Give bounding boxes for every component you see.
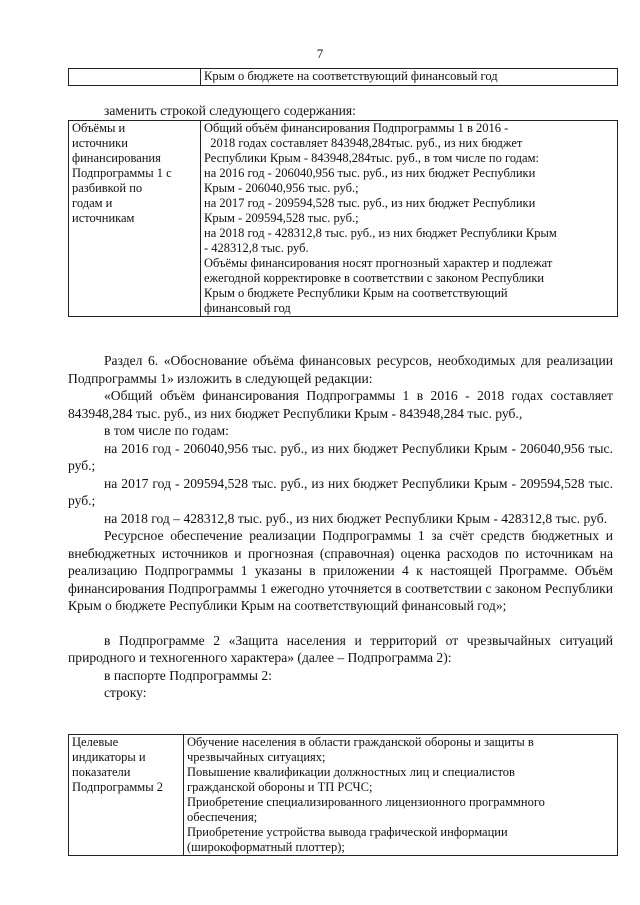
section-6-paragraph: Раздел 6. «Обоснование объёма финансовых ресурсов, необходимых для реализации Подпрограммы 1» изложить в следующей редакции:	[68, 353, 613, 386]
funding-left-line: финансирования	[72, 151, 161, 165]
by-years-paragraph: в том числе по годам:	[104, 423, 229, 438]
top-table	[68, 68, 618, 86]
funding-right-line: Крым - 209594,528 тыс. руб.;	[204, 211, 359, 225]
resource-provision-paragraph: Ресурсное обеспечение реализации Подпрограммы 1 за счёт средств бюджетных и внебюджетных источников и прогнозная (справочная) оценка расходов по источникам на реализацию Подпрограммы 1 указаны в приложении 4 к настоящей Программе. Объём финансирования Подпрограммы 1 ежегодно уточняется в соответствии с законом Республики Крым о бюджете Республики Крым на соответствующий финансовый год»;	[68, 528, 613, 613]
indicators-right-line: чрезвычайных ситуациях;	[187, 750, 326, 764]
top-table-left-cell	[69, 69, 201, 86]
indicators-left-line: Подпрограммы 2	[72, 780, 163, 794]
funding-right-line: Крым о бюджете Республики Крым на соответствующий	[204, 286, 508, 300]
funding-right-line: - 428312,8 тыс. руб.	[204, 241, 309, 255]
funding-right-line: финансовый год	[204, 301, 291, 315]
indicators-left-line: индикаторы и	[72, 750, 146, 764]
top-table-right-cell: Крым о бюджете на соответствующий финансовый год	[201, 69, 618, 86]
funding-left-line: разбивкой по	[72, 181, 143, 195]
funding-right-line: на 2018 год - 428312,8 тыс. руб., из них бюджет Республики Крым	[204, 226, 557, 240]
indicators-right-line: гражданской обороны и ТП РСЧС;	[187, 780, 373, 794]
funding-table-left-cell	[69, 121, 201, 317]
indicators-right-line: (широкоформатный плоттер);	[187, 840, 345, 854]
funding-right-line: на 2017 год - 209594,528 тыс. руб., из них бюджет Республики	[204, 196, 536, 210]
funding-left-line: источникам	[72, 211, 135, 225]
indicators-right-line: обеспечения;	[187, 810, 258, 824]
funding-right-line: Общий объём финансирования Подпрограммы 1 в 2016 -	[204, 121, 509, 135]
indicators-table-left-cell	[69, 735, 184, 856]
funding-table	[68, 120, 618, 317]
page-number: 7	[316, 46, 324, 61]
body-text	[68, 352, 613, 702]
row-label-paragraph: строку:	[104, 685, 147, 700]
funding-left-line: Подпрограммы 1 с	[72, 166, 172, 180]
indicators-right-line: Обучение населения в области гражданской обороны и защиты в	[187, 735, 534, 749]
funding-table-right-cell	[201, 121, 618, 317]
funding-left-line: Объёмы и	[72, 121, 126, 135]
funding-right-line: Республики Крым - 843948,284тыс. руб., в том числе по годам:	[204, 151, 539, 165]
funding-right-line: Крым - 206040,956 тыс. руб.;	[204, 181, 359, 195]
indicators-right-line: Приобретение специализированного лицензионного программного	[187, 795, 545, 809]
year-2017-paragraph: на 2017 год - 209594,528 тыс. руб., из них бюджет Республики Крым - 209594,528 тыс. руб.;	[68, 475, 613, 508]
funding-right-line: Объёмы финансирования носят прогнозный характер и подлежат	[204, 256, 553, 270]
indicators-left-line: показатели	[72, 765, 131, 779]
indicators-table-right-cell	[184, 735, 618, 856]
indicators-right-line: Приобретение устройства вывода графической информации	[187, 825, 508, 839]
replace-line: заменить строкой следующего содержания:	[104, 103, 356, 118]
indicators-right-line: Повышение квалификации должностных лиц и специалистов	[187, 765, 515, 779]
funding-right-line: на 2016 год - 206040,956 тыс. руб., из них бюджет Республики	[204, 166, 536, 180]
subprogram-2-paragraph: в Подпрограмме 2 «Защита населения и территорий от чрезвычайных ситуаций природного и техногенного характера» (далее – Подпрограмма 2):	[68, 632, 613, 665]
funding-right-line: 2018 годах составляет 843948,284тыс. руб., из них бюджет	[204, 136, 523, 150]
funding-left-line: годам и	[72, 196, 113, 210]
indicators-table	[68, 734, 618, 856]
indicators-left-line: Целевые	[72, 735, 119, 749]
year-2018-paragraph: на 2018 год – 428312,8 тыс. руб., из них бюджет Республики Крым - 428312,8 тыс. руб.	[104, 510, 608, 526]
funding-right-line: ежегодной корректировке в соответствии с законом Республики	[204, 271, 545, 285]
year-2016-paragraph: на 2016 год - 206040,956 тыс. руб., из них бюджет Республики Крым - 206040,956 тыс. руб.;	[68, 440, 613, 473]
total-funding-paragraph: «Общий объём финансирования Подпрограммы 1 в 2016 - 2018 годах составляет 843948,284 тыс. руб., из них бюджет Республики Крым - 843948,284 тыс. руб.,	[68, 388, 613, 421]
funding-left-line: источники	[72, 136, 128, 150]
passport-paragraph: в паспорте Подпрограммы 2:	[104, 667, 272, 683]
